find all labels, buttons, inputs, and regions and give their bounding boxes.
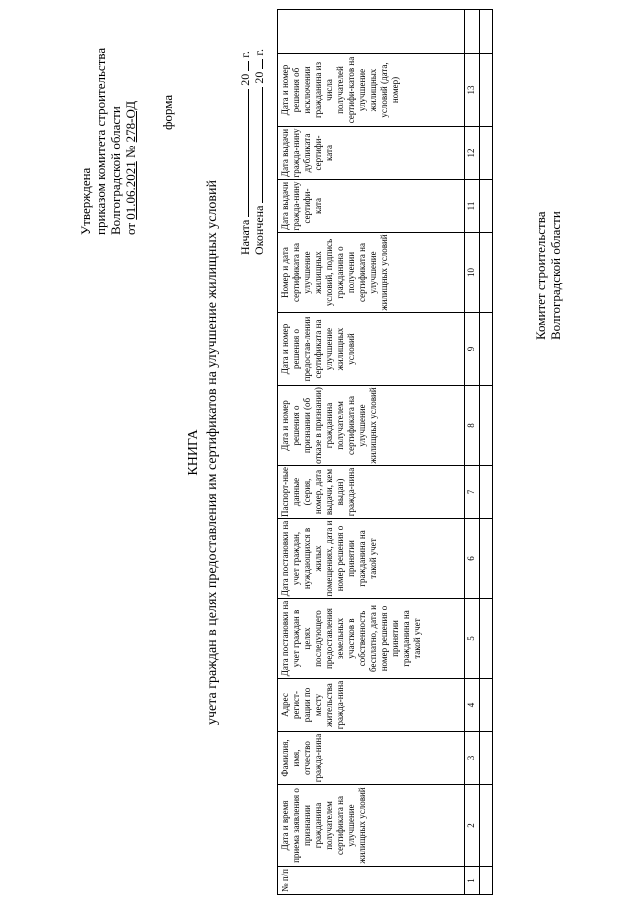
- start-date-blank: [238, 89, 249, 217]
- header-cell-grant-decision: Дата и номер решения о предостав-лении сертификата на улучшение жилищных условий: [278, 313, 465, 386]
- book-subtitle: учета граждан в целях предоставления им сертификатов на улучшение жилищных условий: [205, 179, 220, 726]
- number-cell: 13: [465, 54, 480, 127]
- number-cell: 7: [465, 466, 480, 519]
- period-block: [238, 49, 266, 255]
- number-cell: 10: [465, 233, 480, 313]
- approval-line-3: Волгоградской области: [108, 106, 123, 235]
- empty-cell: [480, 466, 493, 519]
- approval-block: [78, 48, 138, 235]
- committee-line-1: Комитет строительства: [533, 211, 548, 340]
- number-cell: 12: [465, 127, 480, 180]
- header-cell-land-registration: Дата постановки на учет граждан в целях последующего предоставления земельных участков в собственность бесплатно, дата и номер решения о принятии гражданина на такой учет: [278, 599, 465, 679]
- empty-cell: [480, 54, 493, 127]
- number-cell-blank: [465, 10, 480, 54]
- end-year-blank: [252, 59, 263, 69]
- empty-cell: [480, 127, 493, 180]
- start-year-blank: [238, 61, 249, 71]
- approval-prefix: от: [123, 222, 138, 235]
- header-cell-address: Адрес регист-рации по месту жительства гражда-нина: [278, 679, 465, 732]
- header-cell-full-name: Фамилия, имя, отчество гражда-нина: [278, 732, 465, 785]
- header-cell-exclusion-decision: Дата и номер решения об исключении гражданина из числа получателей сертифи-катов на улучшение жилищных условий (дата, номер): [278, 54, 465, 127]
- header-cell-num: № п/п: [278, 867, 465, 895]
- header-cell-housing-registration: Дата постановки на учет граждан, нуждающихся в жилых помещениях, дата и номер решения о принятии гражданина на такой учет: [278, 519, 465, 599]
- number-cell: 8: [465, 386, 480, 466]
- end-label: Окончена: [252, 205, 266, 255]
- empty-cell: [480, 233, 493, 313]
- start-label: Начата: [238, 219, 252, 255]
- header-cell-certificate-number: Номер и дата сертификата на улучшение жилищных условий, подпись гражданина о получении сертификата на улучшение жилищных условий: [278, 233, 465, 313]
- end-year-prefix: 20: [252, 71, 266, 84]
- header-cell-issue-date: Дата выдачи гражда-нину сертифи-ката: [278, 180, 465, 233]
- number-cell: 11: [465, 180, 480, 233]
- approval-number: 278-ОД: [123, 100, 138, 143]
- number-cell: 9: [465, 313, 480, 386]
- number-cell: 3: [465, 732, 480, 785]
- empty-cell: [480, 785, 493, 867]
- start-year-prefix: 20: [238, 73, 252, 86]
- committee-line-2: Волгоградской области: [548, 211, 563, 340]
- number-cell: 2: [465, 785, 480, 867]
- empty-cell: [480, 679, 493, 732]
- empty-cell: [480, 313, 493, 386]
- empty-cell: [480, 519, 493, 599]
- header-cell-blank: [278, 10, 465, 54]
- empty-cell: [480, 10, 493, 54]
- header-cell-recognition-decision: Дата и номер решения о признании (об отказе в признании) гражданина получателем сертификата на улучшение жилищных условий: [278, 386, 465, 466]
- empty-cell: [480, 180, 493, 233]
- end-date-row: [252, 49, 266, 255]
- empty-cell: [480, 732, 493, 785]
- header-cell-passport: Паспорт-ные данные (серия, номер, дата выдачи, кем выдан) гражда-нина: [278, 466, 465, 519]
- number-cell: 5: [465, 599, 480, 679]
- empty-cell: [480, 386, 493, 466]
- start-year-suffix: г.: [238, 51, 252, 58]
- header-cell-application-date: Дата и время приема заявления о признании гражданина получателем сертификата на улучшение жилищных условий: [278, 785, 465, 867]
- header-cell-duplicate-date: Дата выдачи гражда-нину дубликата сертифи-ката: [278, 127, 465, 180]
- end-year-suffix: г.: [252, 49, 266, 56]
- approval-number-sign: №: [123, 145, 138, 158]
- number-cell: 6: [465, 519, 480, 599]
- table-header-row: [278, 10, 465, 895]
- committee-block: [533, 211, 563, 340]
- number-cell: 4: [465, 679, 480, 732]
- form-label: форма: [160, 94, 175, 130]
- approval-line-1: Утверждена: [78, 167, 93, 235]
- registry-table: [277, 9, 493, 895]
- approval-date: 01.06.2021: [123, 161, 138, 220]
- table-number-row: [465, 10, 480, 895]
- approval-line-2: приказом комитета строительства: [93, 47, 108, 235]
- empty-cell: [480, 867, 493, 895]
- start-date-row: [238, 49, 252, 255]
- number-cell: 1: [465, 867, 480, 895]
- table-empty-row: [480, 10, 493, 895]
- book-title: КНИГА: [186, 429, 201, 476]
- end-date-blank: [252, 87, 263, 203]
- empty-cell: [480, 599, 493, 679]
- approval-order-line: [123, 48, 138, 235]
